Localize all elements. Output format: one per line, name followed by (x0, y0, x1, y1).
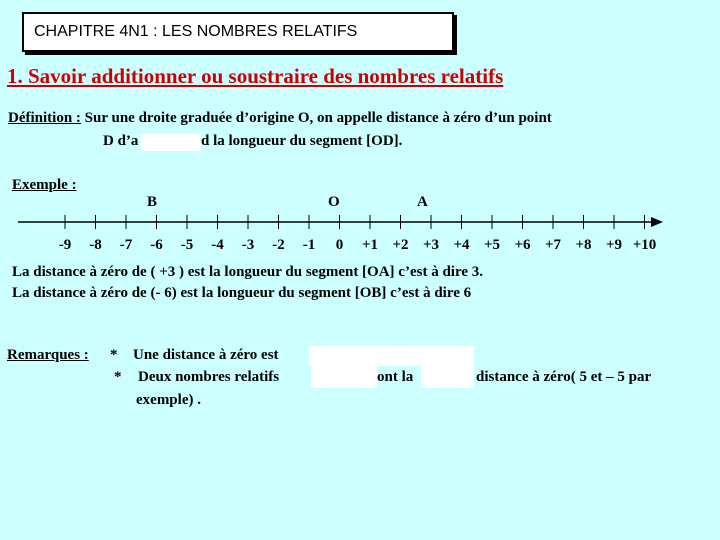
number-line-tick-label: -3 (241, 237, 255, 253)
definition-label: Définition : (8, 110, 81, 126)
number-line-tick-label: +3 (422, 237, 440, 253)
remark-2-text-c: distance à zéro( 5 et – 5 par (476, 369, 652, 385)
number-line-tick-label: +6 (514, 237, 531, 253)
number-line-tick-label: -5 (180, 237, 194, 253)
number-line-tick-label: -9 (58, 237, 72, 253)
number-line-labels (59, 237, 657, 253)
example-sentence-1: La distance à zéro de ( +3 ) est la longueur du segment [OA] c’est à dire 3. (12, 264, 483, 280)
definition-text-1: Sur une droite graduée d’origine O, on appelle distance à zéro d’un point (80, 110, 552, 126)
definition-line-2-end: d la longueur du segment [OD]. (201, 133, 403, 149)
remarks-label: Remarques : (7, 347, 89, 363)
chapter-title-box (22, 12, 454, 52)
example-label: Exemple : (12, 177, 77, 193)
number-line-tick-label: -1 (302, 237, 316, 253)
number-line-tick-label: +4 (453, 237, 470, 253)
number-line-tick-label: +7 (544, 237, 562, 253)
number-line-tick-label: +5 (483, 237, 501, 253)
number-line-tick-label: -2 (272, 237, 285, 253)
number-line-arrow (651, 217, 663, 227)
number-line-tick-label: +9 (605, 237, 623, 253)
hidden-text-mask (311, 366, 377, 388)
number-line-tick-label: +1 (361, 237, 379, 253)
example-sentence-2: La distance à zéro de (- 6) est la longueur du segment [OB] c’est à dire 6 (12, 285, 472, 301)
chapter-title: CHAPITRE 4N1 : LES NOMBRES RELATIFS (34, 23, 358, 40)
number-line-tick-label: -8 (89, 237, 102, 253)
hidden-text-mask (421, 366, 474, 388)
remark-2-text-d: exemple) . (136, 392, 201, 408)
point-label-o: O (328, 194, 340, 210)
definition-line-2-start: D d’a (103, 133, 139, 149)
number-line-tick-label: +10 (632, 237, 657, 253)
number-line (0, 195, 720, 255)
hidden-text-mask (309, 346, 474, 366)
remark-bullet-1: * (110, 347, 118, 363)
number-line-tick-label: +8 (575, 237, 592, 253)
definition-line-1 (8, 110, 552, 127)
hidden-text-mask (141, 134, 201, 151)
number-line-tick-label: -6 (150, 237, 163, 253)
remark-bullet-2: * (114, 369, 122, 385)
point-label-a: A (417, 194, 428, 210)
section-title: 1. Savoir additionner ou soustraire des nombres relatifs (7, 64, 504, 88)
remark-2-text-b: ont la (377, 369, 414, 385)
number-line-tick-label: -7 (119, 237, 133, 253)
number-line-tick-label: -4 (211, 237, 224, 253)
point-label-b: B (147, 194, 158, 210)
remark-2-text-a: Deux nombres relatifs (138, 369, 280, 385)
number-line-tick-label: +2 (392, 237, 409, 253)
number-line-tick-label: 0 (335, 237, 344, 253)
remark-1-text: Une distance à zéro est (133, 347, 279, 363)
